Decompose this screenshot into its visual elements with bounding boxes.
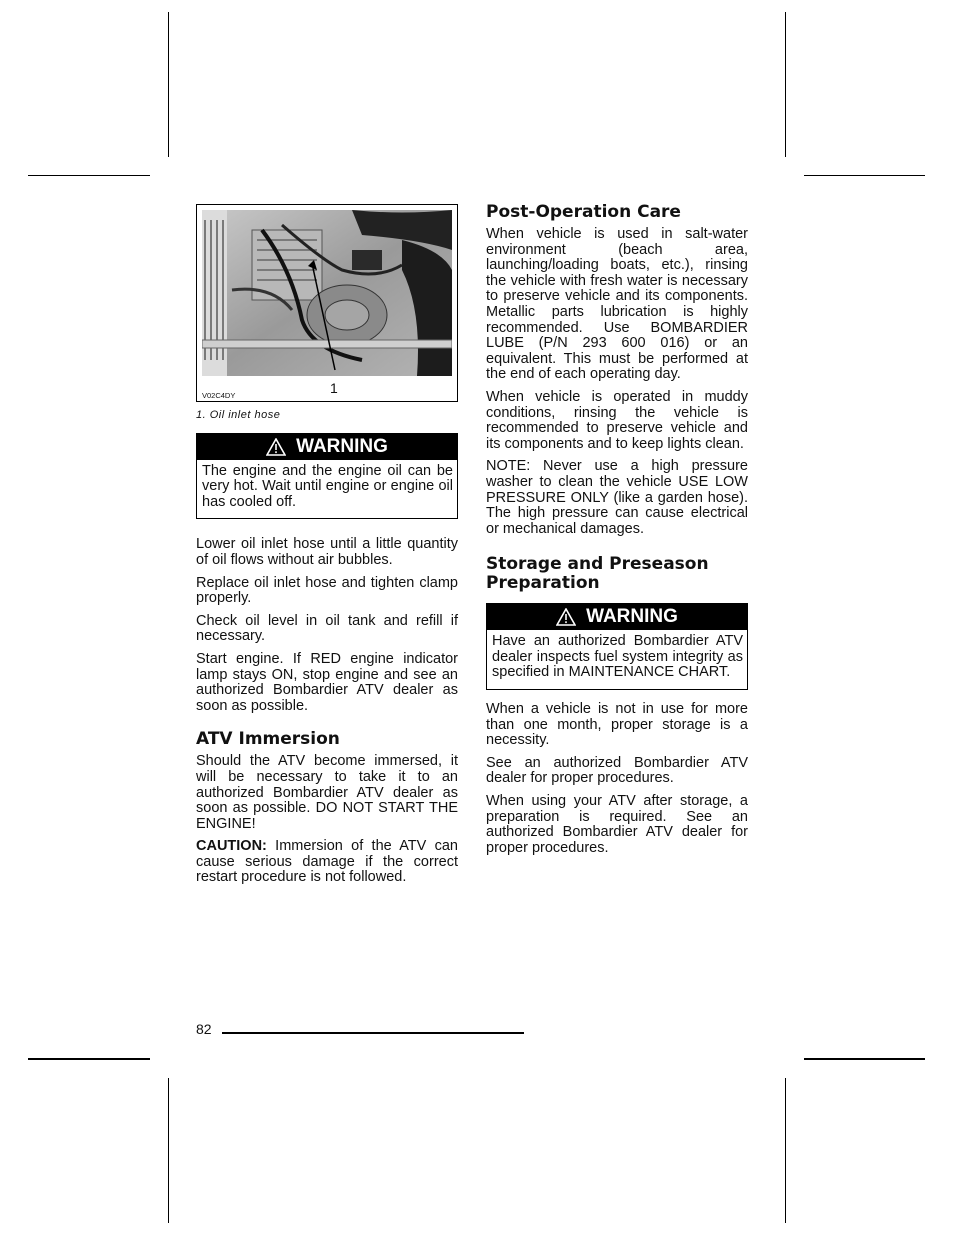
paragraph: Should the ATV become immersed, it will be necessary to take it to an authorized Bombardier ATV dealer as soon as possible. DO NOT START THE ENGINE! (196, 753, 458, 832)
paragraph: When using your ATV after storage, a preparation is required. See an authorized Bombardier ATV dealer for proper procedures. (486, 793, 748, 856)
caution-paragraph (196, 839, 458, 886)
section-heading-storage: Storage and Preseason Preparation (486, 554, 709, 594)
warning-label: WARNING (586, 606, 678, 628)
crop-mark (168, 1078, 169, 1223)
paragraph: Lower oil inlet hose until a little quantity of oil flows without air bubbles. (196, 536, 458, 568)
page-number: 82 (196, 1021, 212, 1037)
paragraph: See an authorized Bombardier ATV dealer for proper procedures. (486, 754, 748, 787)
figure-oil-inlet-hose (196, 204, 458, 402)
crop-mark (804, 1058, 925, 1060)
warning-label: WARNING (296, 435, 388, 457)
note-text: Never use a high pressure washer to clean the vehicle USE LOW PRESSURE ONLY (like a garden hose). The high pressure can cause electrical or mechanical damages. (486, 458, 748, 537)
caution-label: CAUTION: (196, 838, 267, 855)
paragraph: Check oil level in oil tank and refill if necessary. (196, 612, 458, 645)
footer-rule (222, 1032, 524, 1034)
warning-box (196, 433, 458, 520)
crop-mark (785, 12, 786, 157)
warning-header (487, 604, 747, 630)
figure-callout: 1 (330, 380, 338, 396)
warning-text: Have an authorized Bombardier ATV dealer inspects fuel system integrity as specified in MAINTENANCE CHART. (492, 633, 743, 681)
crop-mark (168, 12, 169, 157)
warning-triangle-icon (266, 438, 286, 456)
warning-text: The engine and the engine oil can be very hot. Wait until engine or engine oil has cooled off. (202, 462, 453, 510)
crop-mark (804, 175, 925, 176)
caution-text: Immersion of the ATV can cause serious damage if the correct restart procedure is not followed. (196, 838, 458, 886)
paragraph: When vehicle is operated in muddy conditions, rinsing the vehicle is recommended to preserve vehicle and its components and to keep lights clean. (486, 388, 748, 452)
warning-header (197, 434, 457, 460)
engine-photo (202, 210, 452, 376)
warning-triangle-icon (556, 608, 576, 626)
paragraph: Replace oil inlet hose and tighten clamp properly. (196, 574, 458, 607)
note-paragraph (486, 459, 748, 537)
left-column (196, 204, 458, 893)
right-column (486, 203, 748, 863)
section-heading-post-operation: Post-Operation Care (486, 202, 681, 222)
paragraph: When vehicle is used in salt-water environment (beach area, launching/loading boats, etc.), rinsing the vehicle with fresh water is necessary to preserve vehicle and its components. Metallic parts lubrication is highly recommended. Use BOMBARDIER LUBE (P/N 293 600 016) or an equivalent. This must be performed at the end of each operating day. (486, 226, 748, 383)
crop-mark (28, 1058, 150, 1060)
crop-mark (785, 1078, 786, 1223)
paragraph: When a vehicle is not in use for more than one month, proper storage is a necessity. (486, 701, 748, 749)
figure-caption: 1. Oil inlet hose (196, 409, 281, 421)
section-heading-atv-immersion: ATV Immersion (196, 729, 340, 750)
crop-mark (28, 175, 150, 176)
figure-code: V02C4DY (202, 391, 236, 400)
note-label: NOTE: (486, 458, 531, 475)
warning-box (486, 603, 748, 690)
paragraph: Start engine. If RED engine indicator lamp stays ON, stop engine and see an authorized Bombardier ATV dealer as soon as possible. (196, 650, 458, 714)
